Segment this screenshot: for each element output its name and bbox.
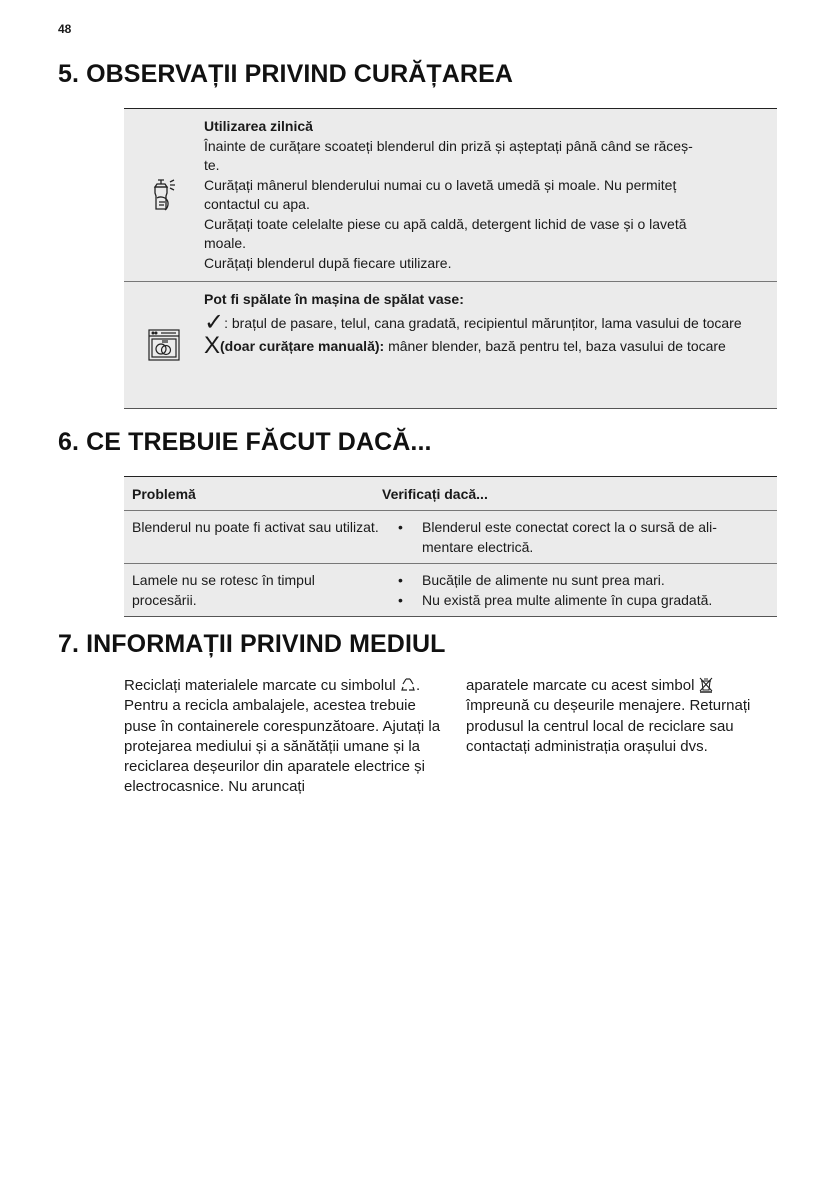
spray-bottle-hand-icon <box>150 178 178 212</box>
environment-text-right: aparatele marcate cu acest simbol împreună cu deșeurile menajere. Returnați produsul la centrul local de reciclare sau contactați administrația orașului dvs. <box>466 677 751 755</box>
troubleshooting-table <box>124 476 777 617</box>
cleaning-table <box>124 108 777 409</box>
dishwasher-heading: Pot fi spălate în mașina de spălat vase: <box>204 291 464 307</box>
checkmark-icon: ✓ <box>204 308 225 336</box>
hand-wash-parts: mâner blender, bază pentru tel, baza vasului de tocare <box>384 337 726 354</box>
table-header-row <box>124 477 777 510</box>
table-row <box>124 563 777 616</box>
table-row <box>124 510 777 563</box>
section-6-title: 6. CE TREBUIE FĂCUT DACĂ... <box>58 428 432 456</box>
problem-cell: Blenderul nu poate fi activat sau utilizat. <box>132 519 379 535</box>
daily-line: moale. <box>204 235 247 251</box>
page-number: 48 <box>58 22 72 36</box>
crossed-bin-icon <box>699 677 713 693</box>
cross-icon: X <box>204 331 221 359</box>
check-item: • Nu există prea multe alimente în cupa gradată. <box>398 592 713 608</box>
dishwasher-row <box>124 281 777 408</box>
daily-line: Curățați mânerul blenderului numai cu o lavetă umedă și moale. Nu permiteț <box>204 176 677 193</box>
section-7-title: 7. INFORMAȚII PRIVIND MEDIUL <box>58 630 446 658</box>
hand-wash-label: (doar curățare manuală): <box>220 337 385 354</box>
daily-line: te. <box>204 157 220 173</box>
daily-line: contactul cu apa. <box>204 196 310 212</box>
daily-line: Curățați blenderul după fiecare utilizare. <box>204 254 452 271</box>
check-item: • Blenderul este conectat corect la o sursă de ali-mentare electrică. <box>398 519 717 555</box>
daily-line: Înainte de curățare scoateți blenderul din priză și așteptați până când se răceș- <box>204 137 693 154</box>
daily-line: Curățați toate celelalte piese cu apă caldă, detergent lichid de vase și o lavetă <box>204 215 687 232</box>
problem-cell: Lamele nu se rotesc în timpul procesării. <box>132 572 315 608</box>
daily-use-row <box>124 109 777 281</box>
recycle-icon <box>400 677 416 693</box>
column-header-problem: Problemă <box>132 485 196 502</box>
section-5-title: 5. OBSERVAȚII PRIVIND CURĂȚAREA <box>58 60 514 88</box>
environment-text-left: Reciclați materialele marcate cu simbolul . Pentru a recicla ambalajele, acestea trebuie puse în containerele corespunzătoare. Ajutați la protejarea mediului și a sănătății umane și la reciclarea deșeurilor din aparatele electrice și electrocasnice. Nu aruncați <box>124 677 441 796</box>
dishwasher-safe-parts: : brațul de pasare, telul, cana gradată, recipientul mărunțitor, lama vasului de tocare <box>224 314 742 331</box>
dishwasher-icon <box>147 328 181 362</box>
check-item: • Bucățile de alimente nu sunt prea mari. <box>398 572 665 588</box>
daily-use-heading: Utilizarea zilnică <box>204 118 313 134</box>
column-header-check: Verificați dacă... <box>382 485 488 502</box>
